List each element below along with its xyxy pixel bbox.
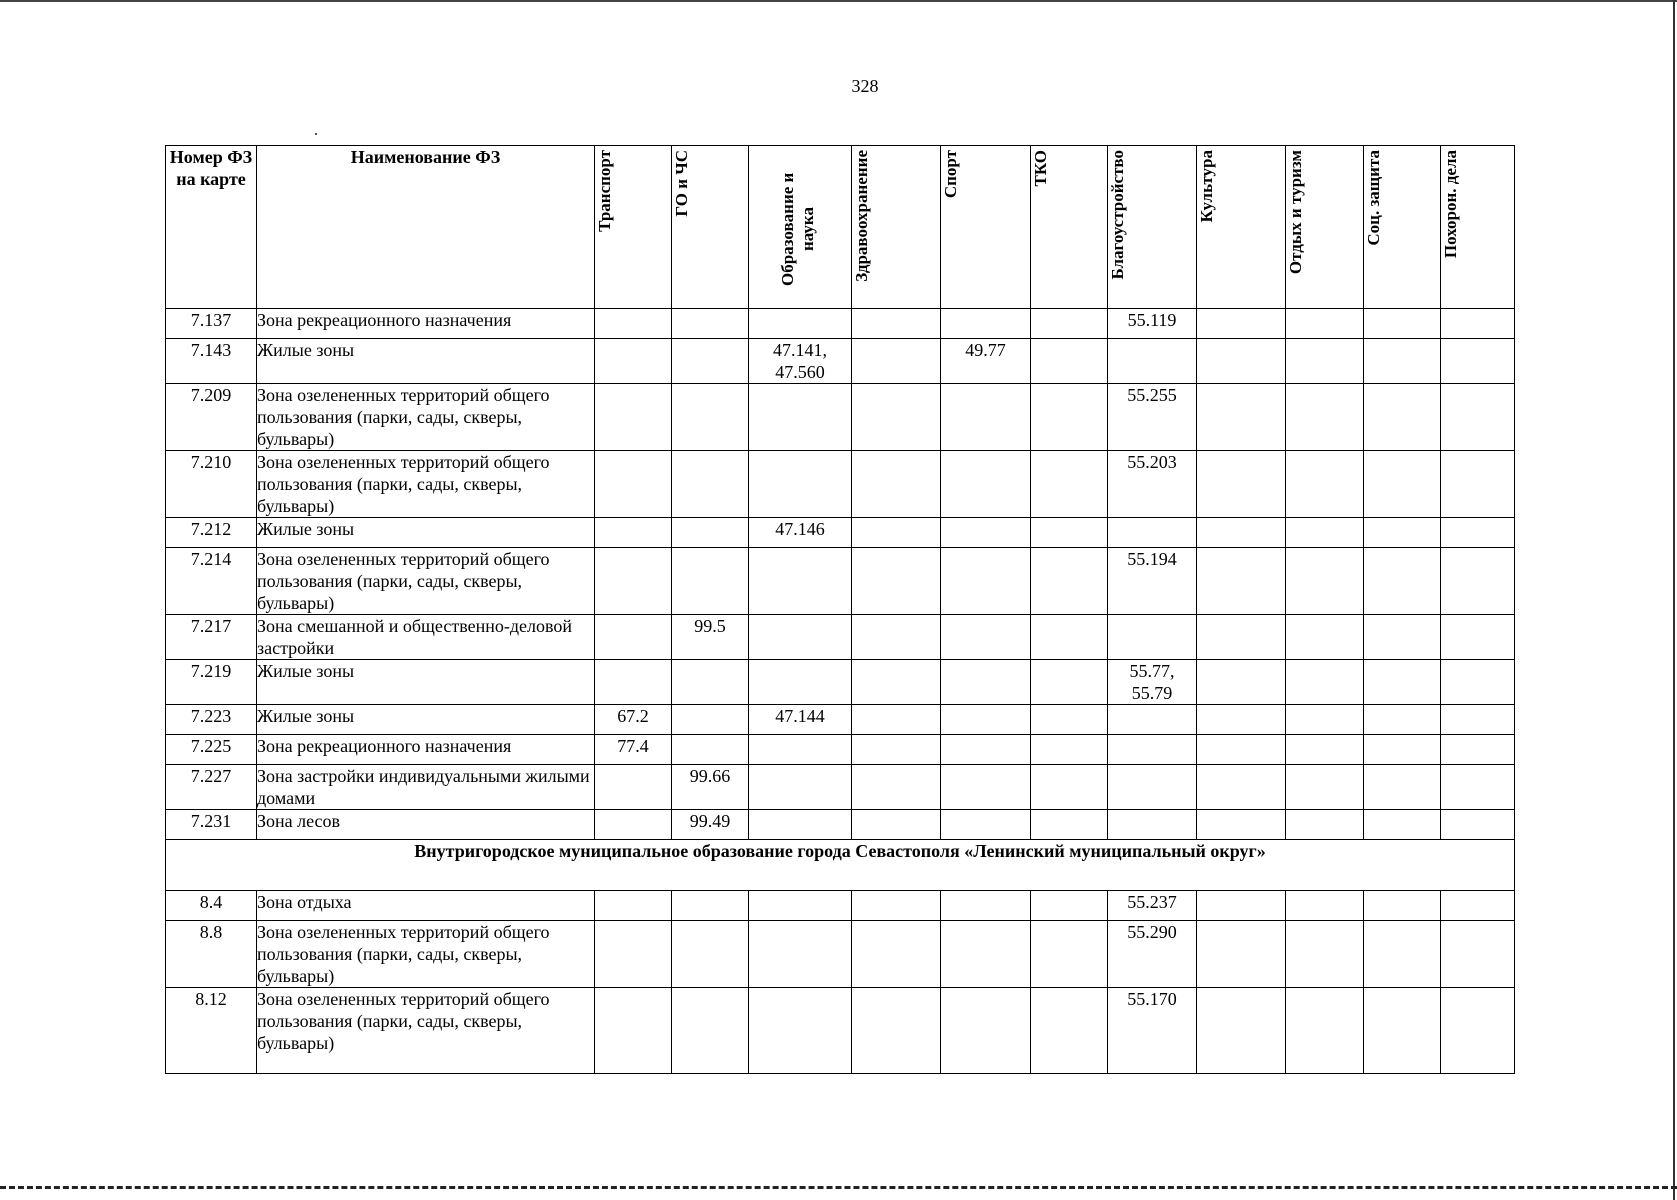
value-cell bbox=[595, 384, 672, 451]
value-cell bbox=[595, 339, 672, 384]
value-cell bbox=[1197, 660, 1286, 705]
table-row bbox=[166, 765, 1515, 810]
value-cell bbox=[1031, 384, 1108, 451]
value-cell bbox=[749, 988, 852, 1074]
value-cell bbox=[595, 451, 672, 518]
value-cell bbox=[1197, 705, 1286, 735]
header-sport: Спорт bbox=[941, 150, 960, 199]
value-cell bbox=[852, 548, 941, 615]
value-cell bbox=[941, 891, 1031, 921]
value-cell bbox=[1441, 548, 1515, 615]
value-cell bbox=[749, 921, 852, 988]
value-cell bbox=[1441, 765, 1515, 810]
value-cell bbox=[595, 921, 672, 988]
value-cell bbox=[1364, 988, 1441, 1074]
value-cell bbox=[1286, 810, 1364, 840]
value-cell bbox=[1441, 451, 1515, 518]
value-cell bbox=[1108, 735, 1197, 765]
value-cell bbox=[941, 548, 1031, 615]
header-col bbox=[1286, 146, 1364, 309]
value-cell bbox=[672, 705, 749, 735]
zone-number: 7.223 bbox=[166, 705, 257, 735]
scan-edge-bottom bbox=[0, 1186, 1677, 1192]
value-cell bbox=[595, 309, 672, 339]
value-cell bbox=[749, 735, 852, 765]
value-cell: 99.66 bbox=[672, 765, 749, 810]
value-cell bbox=[1286, 735, 1364, 765]
zone-name: Жилые зоны bbox=[257, 339, 595, 384]
value-cell bbox=[1441, 810, 1515, 840]
value-cell bbox=[1441, 615, 1515, 660]
value-cell bbox=[1197, 384, 1286, 451]
value-cell: 55.203 bbox=[1108, 451, 1197, 518]
value-cell bbox=[1364, 384, 1441, 451]
table-row bbox=[166, 660, 1515, 705]
value-cell bbox=[1441, 339, 1515, 384]
value-cell bbox=[852, 339, 941, 384]
zone-number: 7.209 bbox=[166, 384, 257, 451]
table-row bbox=[166, 384, 1515, 451]
scan-speck bbox=[315, 133, 317, 135]
value-cell bbox=[1286, 660, 1364, 705]
value-cell: 55.77, 55.79 bbox=[1108, 660, 1197, 705]
zone-name: Зона рекреационного назначения bbox=[257, 309, 595, 339]
value-cell bbox=[672, 735, 749, 765]
value-cell: 55.194 bbox=[1108, 548, 1197, 615]
zone-name: Жилые зоны bbox=[257, 518, 595, 548]
value-cell bbox=[1108, 615, 1197, 660]
value-cell bbox=[1031, 548, 1108, 615]
header-col bbox=[595, 146, 672, 309]
value-cell bbox=[941, 615, 1031, 660]
value-cell bbox=[1286, 451, 1364, 518]
zone-name: Зона озелененных территорий общего пользования (парки, сады, скверы, бульвары) bbox=[257, 548, 595, 615]
table-row bbox=[166, 548, 1515, 615]
table-row bbox=[166, 921, 1515, 988]
value-cell bbox=[1031, 921, 1108, 988]
value-cell bbox=[749, 451, 852, 518]
value-cell bbox=[672, 451, 749, 518]
header-col bbox=[1031, 146, 1108, 309]
value-cell bbox=[1031, 309, 1108, 339]
zone-number: 7.212 bbox=[166, 518, 257, 548]
table-row bbox=[166, 615, 1515, 660]
header-col bbox=[941, 146, 1031, 309]
value-cell bbox=[941, 921, 1031, 988]
table-row bbox=[166, 988, 1515, 1074]
zone-number: 8.12 bbox=[166, 988, 257, 1074]
value-cell bbox=[1031, 735, 1108, 765]
value-cell bbox=[595, 518, 672, 548]
value-cell bbox=[941, 660, 1031, 705]
value-cell bbox=[941, 765, 1031, 810]
value-cell: 55.119 bbox=[1108, 309, 1197, 339]
zone-name: Зона озелененных территорий общего пользования (парки, сады, скверы, бульвары) bbox=[257, 451, 595, 518]
value-cell bbox=[1364, 705, 1441, 735]
value-cell bbox=[672, 339, 749, 384]
value-cell bbox=[852, 810, 941, 840]
value-cell bbox=[595, 765, 672, 810]
value-cell bbox=[1364, 810, 1441, 840]
value-cell bbox=[1108, 339, 1197, 384]
table-row bbox=[166, 891, 1515, 921]
value-cell bbox=[1441, 735, 1515, 765]
value-cell bbox=[1364, 339, 1441, 384]
value-cell bbox=[1197, 765, 1286, 810]
value-cell bbox=[672, 384, 749, 451]
zone-name: Жилые зоны bbox=[257, 660, 595, 705]
value-cell bbox=[852, 988, 941, 1074]
zone-number: 7.219 bbox=[166, 660, 257, 705]
value-cell: 55.290 bbox=[1108, 921, 1197, 988]
table-row bbox=[166, 705, 1515, 735]
section-row-group bbox=[166, 840, 1515, 891]
zone-number: 7.217 bbox=[166, 615, 257, 660]
value-cell bbox=[941, 451, 1031, 518]
zone-name: Зона застройки индивидуальными жилыми домами bbox=[257, 765, 595, 810]
value-cell bbox=[1441, 921, 1515, 988]
value-cell bbox=[672, 548, 749, 615]
header-leisure: Отдых и туризм bbox=[1286, 150, 1305, 275]
value-cell bbox=[1108, 518, 1197, 548]
table-row bbox=[166, 810, 1515, 840]
section-title: Внутригородское муниципальное образование города Севастополя «Ленинский муниципальный округ» bbox=[166, 840, 1515, 891]
value-cell bbox=[1031, 615, 1108, 660]
value-cell bbox=[749, 615, 852, 660]
value-cell bbox=[852, 384, 941, 451]
zone-number: 8.4 bbox=[166, 891, 257, 921]
header-col bbox=[852, 146, 941, 309]
table-header-row bbox=[166, 146, 1515, 309]
value-cell bbox=[852, 615, 941, 660]
value-cell bbox=[1197, 548, 1286, 615]
value-cell: 47.144 bbox=[749, 705, 852, 735]
value-cell bbox=[1364, 518, 1441, 548]
value-cell bbox=[749, 660, 852, 705]
value-cell bbox=[1441, 660, 1515, 705]
value-cell bbox=[1286, 384, 1364, 451]
value-cell bbox=[1197, 451, 1286, 518]
header-education: Образование и наука bbox=[778, 172, 817, 286]
value-cell bbox=[749, 384, 852, 451]
value-cell bbox=[1364, 735, 1441, 765]
scan-edge-right bbox=[1673, 0, 1675, 1200]
value-cell bbox=[1197, 988, 1286, 1074]
value-cell bbox=[1031, 891, 1108, 921]
zone-number: 7.231 bbox=[166, 810, 257, 840]
header-col bbox=[1108, 146, 1197, 309]
value-cell bbox=[1031, 988, 1108, 1074]
value-cell bbox=[1031, 660, 1108, 705]
value-cell bbox=[941, 384, 1031, 451]
value-cell bbox=[941, 988, 1031, 1074]
value-cell bbox=[1197, 810, 1286, 840]
value-cell: 47.146 bbox=[749, 518, 852, 548]
value-cell bbox=[1441, 988, 1515, 1074]
zone-name: Жилые зоны bbox=[257, 705, 595, 735]
header-health: Здравоохранение bbox=[852, 150, 871, 282]
value-cell: 47.141, 47.560 bbox=[749, 339, 852, 384]
zones-table bbox=[165, 145, 1515, 1074]
header-col bbox=[749, 146, 852, 309]
value-cell bbox=[1441, 309, 1515, 339]
value-cell bbox=[852, 765, 941, 810]
header-num: Номер ФЗ на карте bbox=[166, 146, 257, 309]
value-cell bbox=[1286, 548, 1364, 615]
value-cell bbox=[672, 309, 749, 339]
value-cell bbox=[1364, 921, 1441, 988]
value-cell bbox=[595, 548, 672, 615]
zone-number: 7.137 bbox=[166, 309, 257, 339]
value-cell bbox=[1441, 705, 1515, 735]
table-row bbox=[166, 518, 1515, 548]
value-cell bbox=[1197, 518, 1286, 548]
value-cell bbox=[1286, 339, 1364, 384]
value-cell bbox=[1197, 735, 1286, 765]
section-row bbox=[166, 840, 1515, 891]
value-cell bbox=[1197, 921, 1286, 988]
header-col bbox=[1197, 146, 1286, 309]
zone-number: 7.210 bbox=[166, 451, 257, 518]
zone-number: 7.227 bbox=[166, 765, 257, 810]
value-cell bbox=[941, 309, 1031, 339]
value-cell bbox=[1031, 705, 1108, 735]
value-cell bbox=[852, 660, 941, 705]
zone-name: Зона озелененных территорий общего пользования (парки, сады, скверы, бульвары) bbox=[257, 384, 595, 451]
value-cell bbox=[672, 988, 749, 1074]
header-social: Соц. защита bbox=[1364, 150, 1383, 246]
value-cell bbox=[1031, 451, 1108, 518]
table-row bbox=[166, 451, 1515, 518]
value-cell bbox=[749, 548, 852, 615]
table-body-part1 bbox=[166, 309, 1515, 840]
value-cell bbox=[1031, 765, 1108, 810]
value-cell bbox=[595, 810, 672, 840]
value-cell bbox=[1441, 518, 1515, 548]
value-cell bbox=[595, 988, 672, 1074]
value-cell bbox=[672, 518, 749, 548]
value-cell: 49.77 bbox=[941, 339, 1031, 384]
value-cell bbox=[1286, 921, 1364, 988]
value-cell bbox=[1441, 384, 1515, 451]
value-cell bbox=[852, 451, 941, 518]
value-cell bbox=[749, 765, 852, 810]
header-funeral: Похорон. дела bbox=[1441, 150, 1460, 259]
value-cell bbox=[749, 810, 852, 840]
zone-name: Зона озелененных территорий общего пользования (парки, сады, скверы, бульвары) bbox=[257, 988, 595, 1074]
header-col bbox=[672, 146, 749, 309]
page-number: 328 bbox=[851, 76, 879, 96]
value-cell bbox=[941, 518, 1031, 548]
value-cell bbox=[941, 810, 1031, 840]
header-improvement: Благоустройство bbox=[1108, 150, 1127, 280]
value-cell bbox=[1286, 765, 1364, 810]
value-cell bbox=[595, 660, 672, 705]
value-cell bbox=[1364, 660, 1441, 705]
value-cell bbox=[852, 735, 941, 765]
value-cell bbox=[1364, 615, 1441, 660]
header-col bbox=[1441, 146, 1515, 309]
zone-number: 7.143 bbox=[166, 339, 257, 384]
value-cell bbox=[1108, 765, 1197, 810]
value-cell bbox=[852, 705, 941, 735]
header-tko: ТКО bbox=[1031, 150, 1050, 187]
value-cell: 77.4 bbox=[595, 735, 672, 765]
table-row bbox=[166, 309, 1515, 339]
value-cell: 55.237 bbox=[1108, 891, 1197, 921]
header-go-chs: ГО и ЧС bbox=[672, 150, 691, 217]
value-cell: 55.255 bbox=[1108, 384, 1197, 451]
table-row bbox=[166, 339, 1515, 384]
value-cell bbox=[1286, 705, 1364, 735]
value-cell bbox=[595, 891, 672, 921]
value-cell bbox=[1364, 309, 1441, 339]
value-cell bbox=[1364, 891, 1441, 921]
value-cell: 55.170 bbox=[1108, 988, 1197, 1074]
zone-name: Зона смешанной и общественно-деловой застройки bbox=[257, 615, 595, 660]
value-cell bbox=[595, 615, 672, 660]
value-cell bbox=[1286, 518, 1364, 548]
value-cell bbox=[1031, 810, 1108, 840]
zone-number: 7.225 bbox=[166, 735, 257, 765]
value-cell bbox=[852, 921, 941, 988]
value-cell: 99.5 bbox=[672, 615, 749, 660]
value-cell bbox=[1108, 705, 1197, 735]
zone-number: 8.8 bbox=[166, 921, 257, 988]
header-col bbox=[1364, 146, 1441, 309]
value-cell bbox=[852, 891, 941, 921]
zone-name: Зона отдыха bbox=[257, 891, 595, 921]
zone-number: 7.214 bbox=[166, 548, 257, 615]
value-cell bbox=[672, 921, 749, 988]
value-cell bbox=[672, 660, 749, 705]
zone-name: Зона озелененных территорий общего пользования (парки, сады, скверы, бульвары) bbox=[257, 921, 595, 988]
value-cell bbox=[672, 891, 749, 921]
value-cell bbox=[852, 518, 941, 548]
table-row bbox=[166, 735, 1515, 765]
value-cell bbox=[749, 891, 852, 921]
zone-name: Зона рекреационного назначения bbox=[257, 735, 595, 765]
value-cell bbox=[749, 309, 852, 339]
header-transport: Транспорт bbox=[595, 150, 614, 232]
value-cell: 67.2 bbox=[595, 705, 672, 735]
value-cell bbox=[1286, 615, 1364, 660]
header-name: Наименование ФЗ bbox=[257, 146, 595, 309]
value-cell bbox=[1364, 451, 1441, 518]
value-cell bbox=[941, 735, 1031, 765]
value-cell bbox=[1031, 518, 1108, 548]
value-cell bbox=[852, 309, 941, 339]
value-cell bbox=[1197, 615, 1286, 660]
value-cell bbox=[1286, 891, 1364, 921]
header-culture: Культура bbox=[1197, 150, 1216, 223]
value-cell: 99.49 bbox=[672, 810, 749, 840]
value-cell bbox=[1286, 309, 1364, 339]
value-cell bbox=[1108, 810, 1197, 840]
scan-edge-top bbox=[0, 0, 1677, 2]
value-cell bbox=[1286, 988, 1364, 1074]
zone-name: Зона лесов bbox=[257, 810, 595, 840]
value-cell bbox=[1364, 548, 1441, 615]
value-cell bbox=[1031, 339, 1108, 384]
value-cell bbox=[1197, 309, 1286, 339]
value-cell bbox=[1197, 891, 1286, 921]
value-cell bbox=[1364, 765, 1441, 810]
value-cell bbox=[1441, 891, 1515, 921]
value-cell bbox=[941, 705, 1031, 735]
table-body-part2 bbox=[166, 891, 1515, 1074]
value-cell bbox=[1197, 339, 1286, 384]
